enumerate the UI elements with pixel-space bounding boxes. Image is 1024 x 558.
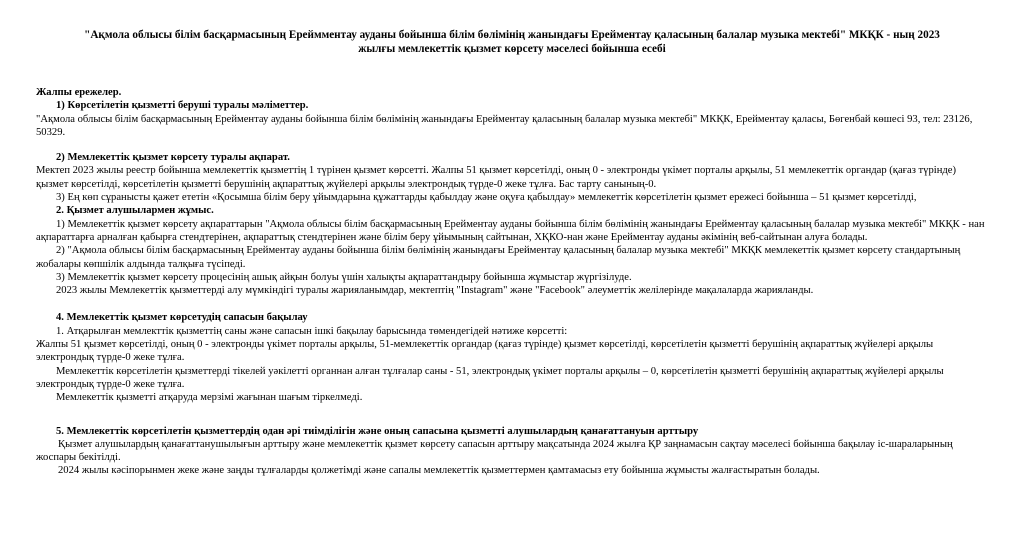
section-5-heading: 5. Мемлекеттік көрсетілетін қызметтердің одан әрі тиімділігін және оның сапасына қызметті алушылардың қанағаттануын арттыру xyxy=(56,425,699,437)
section-3-heading: 2. Қызмет алушылармен жұмыс. xyxy=(56,205,214,217)
section-4-para-4: Мемлекеттік қызметті атқаруда мерзімі жағынан шағым тіркелмеді. xyxy=(56,392,363,404)
section-4-heading: 4. Мемлекеттік қызмет көрсетудің сапасын бақылау xyxy=(56,312,308,324)
general-provisions-heading: Жалпы ережелер. xyxy=(36,87,122,98)
section-1-heading: 1) Көрсетілетін қызметті беруші туралы мәліметтер. xyxy=(56,100,309,112)
report-title xyxy=(36,28,988,56)
section-1-text: "Ақмола облысы білім басқармасының Ерейментау ауданы бойынша білім бөлімінің жанындағы Ерейментау қаласының балалар музыка мектебі" МКҚК, Ерейментау қаласы, Бөгенбай көшесі 93, тел: 23126, 50329. xyxy=(36,113,973,138)
section-5-para-1: Қызмет алушылардың қанағаттанушылығын арттыру және мемлекеттік қызмет көрсету сапасын арттыру мақсатында 2024 жылға ҚР заңнамасын сақтау мәселесі бойынша бақылау іс-шараларының жоспары бекітілді. xyxy=(36,438,953,464)
report-title-line-2: жылғы мемлекеттік қызмет көрсету мәселесі бойынша есебі xyxy=(358,43,666,55)
section-5-para-2: 2024 жылы кәсіпорынмен жеке және заңды тұлғаларды қолжетімді және сапалы мемлекеттік қызметтермен қамтамасыз ету бойынша жұмысты жалғастыратын болады. xyxy=(58,465,820,477)
section-3-para-4: 2023 жылы Мемлекеттік қызметтерді алу мүмкіндігі туралы жарияланымдар, мектептің "Instagram" және "Facebook" әлеуметтік желілерінде мақалаларда жарияланды. xyxy=(56,285,814,297)
section-4-para-3: Мемлекеттік көрсетілетін қызметтерді тікелей уәкілетті органнан алған тұлғалар саны - 51, электрондық үкімет порталы арқылы – 0, көрсетілетін қызметті берушінің ақпараттық жүйелері арқылы электрондық түрде-0 жеке тұлға. xyxy=(36,365,944,390)
section-2-text: Мектеп 2023 жылы реестр бойынша мемлекеттік қызметтің 1 түрінен қызмет көрсетті. Жалпы 51 қызмет көрсетілді, оның 0 - электронды үкімет порталы арқылы, 51 мемлекеттік органдар (қағаз түрінде) қызмет көрсетілді, көрсетілетін қызметті берушінің ақпараттық жүйелері арқылы электрондық түрде-0 жеке тұлға. Бас тарту санының-0. xyxy=(36,165,956,190)
section-2-item-3: 3) Ең көп сұранысты қажет ететін «Қосымша білім беру ұйымдарына құжаттарды қабылдау және оқуға қабылдау» мемлекеттік көрсетілетін қызмет ережесі бойынша – 51 қызмет көрсетілді, xyxy=(56,192,917,204)
section-4-para-2: Жалпы 51 қызмет көрсетілді, оның 0 - электронды үкімет порталы арқылы, 51-мемлекеттік органдар (қағаз түрінде) қызмет көрсетілді, көрсетілетін қызметті берушінің ақпараттық жүйелері арқылы электрондық түрде-0 жеке тұлға. xyxy=(36,339,934,364)
section-3-para-3: 3) Мемлекеттік қызмет көрсету процесінің ашық айқын болуы үшін халықты ақпараттандыру бойынша жұмыстар жүргізілуде. xyxy=(56,271,632,283)
section-3-para-2: 2) "Ақмола облысы білім басқармасының Ерейментау ауданы бойынша білім бөлімінің жанындағы Ерейментау қаласының балалар музыка мектебі" МКҚК мемлекеттік қызмет көрсету стандартының жобалары көпшілік алдында талқыға түсіпеді. xyxy=(36,245,961,270)
report-title-line-1: "Ақмола облысы білім басқармасының Ереймментау ауданы бойынша білім бөлімінің жанындағы Ерейментау қаласының балалар музыка мектебі" МКҚК - ның 2023 xyxy=(84,29,940,41)
section-4-para-1: 1. Атқарылған мемлекттік қызметтің саны және сапасын ішкі бақылау барысында төмендегідей нәтиже көрсетті: xyxy=(56,325,568,337)
section-3-para-1: 1) Мемлекеттік қызмет көрсету ақпараттарын "Ақмола облысы білім басқармасының Ерейментау ауданы бойынша білім бөлімінің жанындағы Ерейментау қаласының балалар музыка мектебі" МКҚК - нан ақпараттарға арналған қабырға стендтерінен, ақпараттық стендтерінен және білім беру ұйымының сайтынан, ХҚКО-нан және Ерейментау ауданы әкімінің веб-сайтынан алуға болады. xyxy=(36,218,985,243)
section-2-heading: 2) Мемлекеттік қызмет көрсету туралы ақпарат. xyxy=(56,152,290,164)
